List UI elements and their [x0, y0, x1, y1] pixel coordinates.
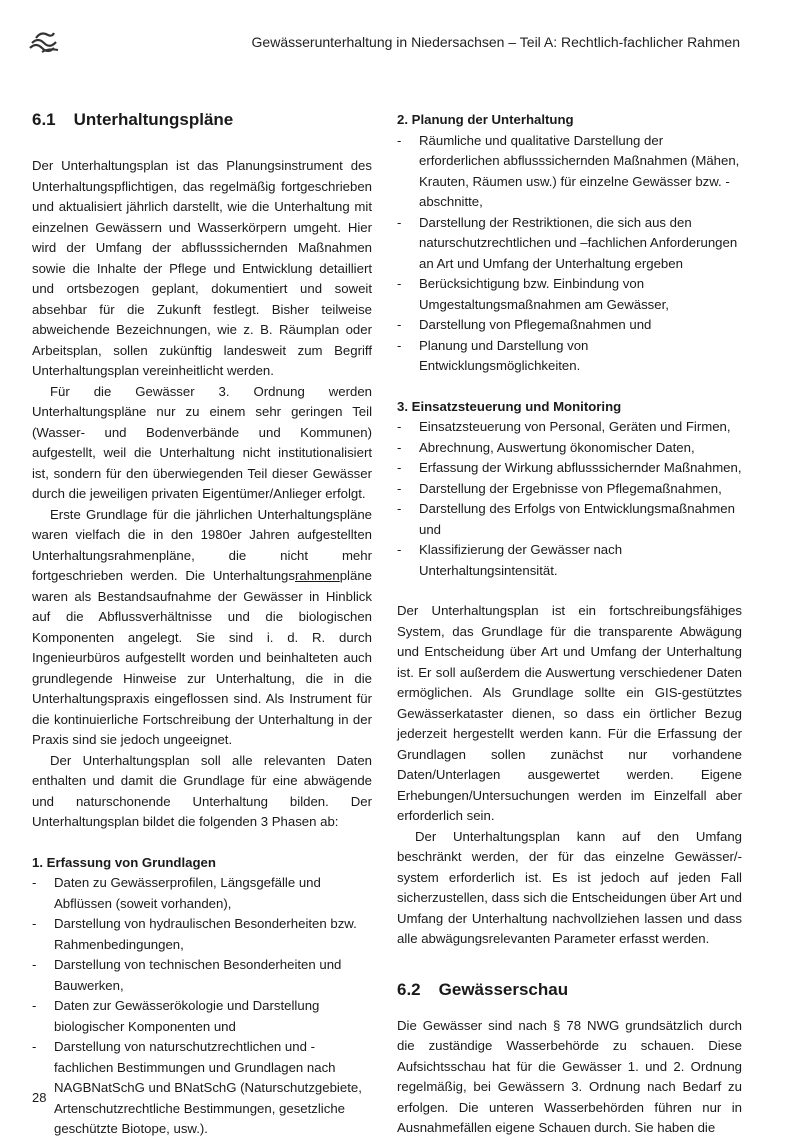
section-title: Unterhaltungspläne	[73, 110, 234, 129]
phase-3-list	[397, 417, 742, 581]
list-item: - Darstellung der Ergebnisse von Pflegemaßnahmen,	[397, 480, 722, 496]
section-heading-6-2	[397, 980, 742, 1000]
section-number: 6.1	[32, 110, 56, 129]
list-item: - Daten zu Gewässerprofilen, Längsgefälle und Abflüssen (soweit vorhanden),	[32, 875, 321, 911]
phase-1-title: 1. Erfassung von Grundlagen	[32, 854, 216, 870]
section-heading-6-1	[32, 110, 372, 130]
list-item: - Darstellung von technischen Besonderheiten und Bauwerken,	[32, 957, 342, 993]
header-title: Gewässerunterhaltung in Niedersachsen – Teil A: Rechtlich-fachlicher Rahmen	[251, 34, 740, 50]
list-item: - Daten zur Gewässerökologie und Darstellung biologischer Komponenten und	[32, 998, 320, 1034]
list-item: - Darstellung von naturschutzrechtlichen und -fachlichen Bestimmungen und Grundlagen nach NAGBNatSchG und BNatSchG (Naturschutzgebiete, Artenschutzrechtliche Bestimmungen, gesetzliche geschützte Biotope, usw.).	[32, 1039, 362, 1136]
list-item: - Darstellung der Restriktionen, die sich aus den naturschutzrechtlichen und –fachlichen Anforderungen an Art und Umfang der Unterhaltung ergeben	[397, 214, 738, 271]
right-column	[397, 110, 742, 1139]
list-item: - Klassifizierung der Gewässer nach Unterhaltungsintensität.	[397, 542, 623, 578]
paragraph: Der Unterhaltungsplan kann auf den Umfang beschränkt werden, der für das einzelne Gewässer/-system erforderlich ist. Es ist jedoch auf jeden Fall sicherzustellen, dass sich die Entscheidungen über Art und Umfang der Unterhaltung nachvollziehen lassen und dass alle abwägungsrelevanten Parameter erfasst werden.	[397, 828, 742, 946]
water-waves-logo-icon	[28, 28, 60, 54]
phase-2-title: 2. Planung der Unterhaltung	[397, 112, 574, 127]
page-header	[0, 0, 800, 70]
list-item: - Einsatzsteuerung von Personal, Geräten und Firmen,	[397, 419, 731, 434]
paragraph: Erste Grundlage für die jährlichen Unterhaltungspläne waren vielfach die in den 1980er Jahren aufgestellten Unterhaltungsrahmenpläne, die nicht mehr fortgeschrieben werden. Die Unterhaltungsrahmenpläne waren als Bestandsaufnahme der Gewässer in Hinblick auf die Abflussverhältnisse und die biologischen Komponenten angelegt. Sie sind i. d. R. durch Ingenieurbüros aufgestellt worden und beinhalteten auch grundlegende Hinweise zur Unterhaltung, die in die Unterhaltungspraxis eingeflossen sind. Als Instrument für die kontinuierliche Fortschreibung der Unterhaltung in der Praxis sind sie jedoch ungeeignet.	[32, 506, 372, 747]
list-item: - Berücksichtigung bzw. Einbindung von Umgestaltungsmaßnahmen am Gewässer,	[397, 276, 669, 312]
phase-2-list	[397, 131, 742, 377]
list-item: - Abrechnung, Auswertung ökonomischer Daten,	[397, 439, 695, 455]
list-item: - Darstellung des Erfolgs von Entwicklungsmaßnahmen und	[397, 501, 735, 537]
paragraph: Der Unterhaltungsplan ist ein fortschreibungsfähiges System, das Grundlage für die transparente Abwägung und Entscheidung über Art und Umfang der Unterhaltung ist. Er soll außerdem die Auswertung verschiedener Daten ermöglichen. Als Grundlage sollte ein GIS-gestütztes Gewässerkataster dienen, so dass ein örtlicher Bezug jederzeit hergestellt werden kann. Für die Erfassung der Grundlagen sollen zunächst nur vorhandene Daten/Unterlagen ausgewertet werden. Eigene Erhebungen/Untersuchungen werden im Einzelfall aber erforderlich sein.	[397, 603, 742, 823]
underlined-word: rahmen	[295, 568, 340, 583]
section-title: Gewässerschau	[438, 979, 569, 999]
list-item: - Räumliche und qualitative Darstellung der erforderlichen abflusssichernden Maßnahmen (Mähen, Krauten, Räumen usw.) für einzelne Gewässer bzw. -abschnitte,	[397, 132, 740, 209]
list-item: - Planung und Darstellung von Entwicklungsmöglichkeiten.	[397, 337, 589, 373]
paragraph: Der Unterhaltungsplan ist das Planungsinstrument des Unterhaltungspflichtigen, das regelmäßig fortgeschrieben und aktualisiert jährlich darstellt, wie die Unterhaltung mit einzelnen Gewässern und Wasserkörpern umgeht. Hier wird der Umfang der abflusssichernden Maßnahmen sowie die Inhalte der Pflege und Entwicklung detailliert und ortsbezogen geplant, dokumentiert und soweit absehbar für die Zukunft festlegt. Bisher teilweise abweichende Bezeichnungen, wie z. B. Räumplan oder Arbeitsplan, sollen zukünftig landesweit zum Begriff Unterhaltungsplan vereinheitlicht werden.	[32, 158, 372, 378]
page-number: 28	[32, 1090, 47, 1105]
paragraph: Für die Gewässer 3. Ordnung werden Unterhaltungspläne nur zu einem sehr geringen Teil (Wasser- und Bodenverbände und Kommunen) aufgestellt, weil die Unterhaltung nicht institutionalisiert ist, sondern für den überwiegenden Teil dieser Gewässer durch die jeweiligen privaten Eigentümer/Anlieger erfolgt.	[32, 383, 372, 501]
list-item: - Erfassung der Wirkung abflusssichernder Maßnahmen,	[397, 460, 742, 475]
list-item: - Darstellung von hydraulischen Besonderheiten bzw. Rahmenbedingungen,	[32, 916, 357, 952]
left-column	[32, 110, 372, 1140]
paragraph: Die Gewässer sind nach § 78 NWG grundsätzlich durch die zuständige Wasserbehörde zu schauen. Diese Aufsichtsschau hat für die Gewässer 1. und 2. Ordnung regelmäßig, bei Gewässern 3. Ordnung nach Bedarf zu erfolgen. Die unteren Wasserbehörden führen nur in Ausnahmefällen eigene Schauen durch. Sie haben die	[397, 1017, 742, 1135]
paragraph: Der Unterhaltungsplan soll alle relevanten Daten enthalten und damit die Grundlage für eine abwägende und naturschonende Unterhaltung bilden. Der Unterhaltungsplan bildet die folgenden 3 Phasen ab:	[32, 752, 372, 829]
section-number: 6.2	[397, 979, 421, 999]
list-item: - Darstellung von Pflegemaßnahmen und	[397, 317, 652, 332]
phase-3-title: 3. Einsatzsteuerung und Monitoring	[397, 398, 622, 414]
phase-1-list	[32, 873, 372, 1140]
